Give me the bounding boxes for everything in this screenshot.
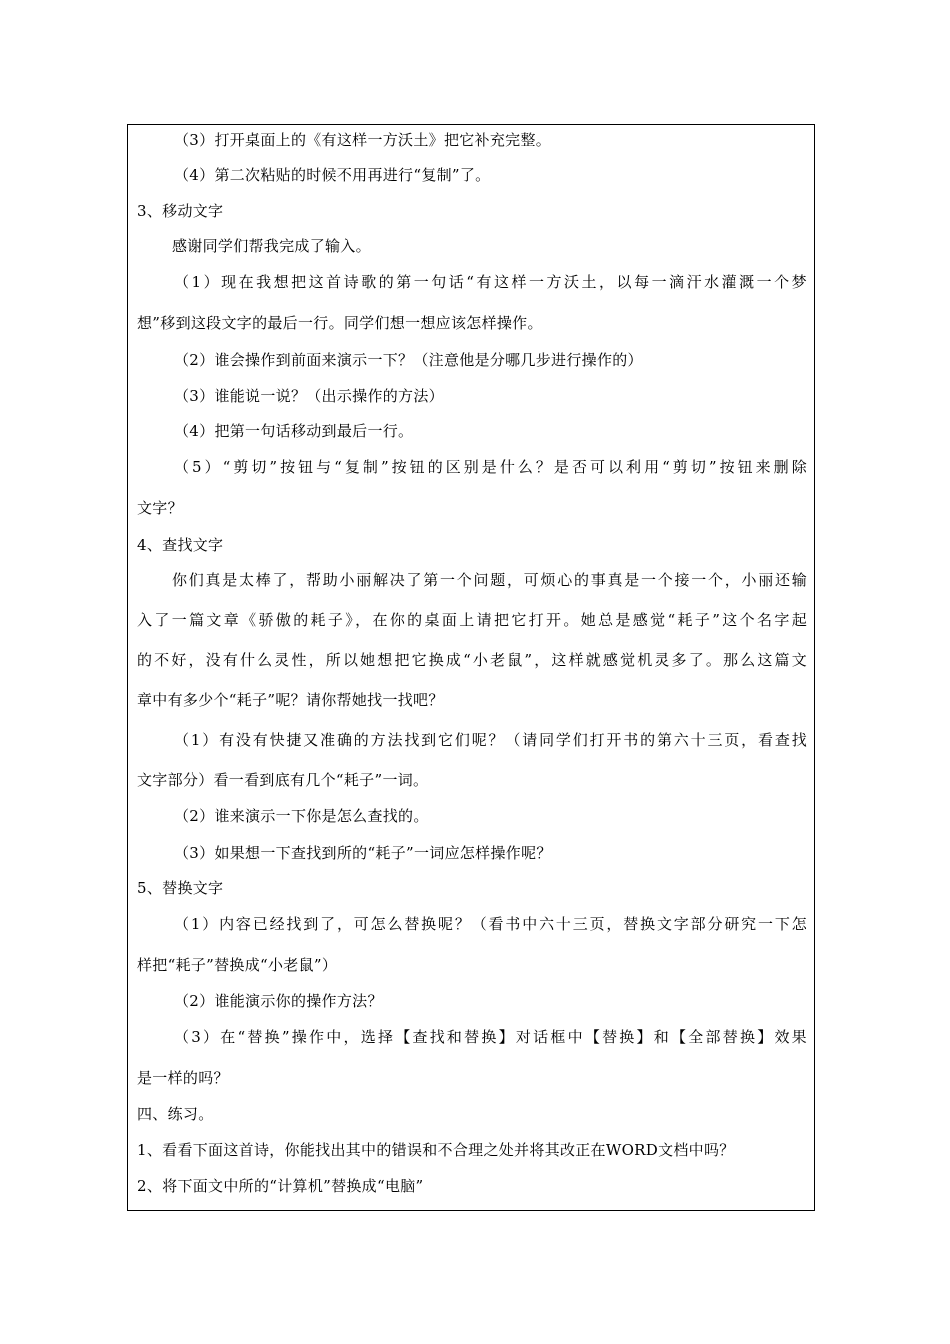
text-line: 文字？ [137, 499, 183, 517]
text-line: 想”移到这段文字的最后一行。同学们想一想应该怎样操作。 [137, 314, 543, 332]
text-line: 感谢同学们帮我完成了输入。 [172, 237, 371, 255]
text-line: （4）第二次粘贴的时候不用再进行“复制”了。 [174, 166, 491, 184]
text-line: （3）在“替换”操作中，选择【查找和替换】对话框中【替换】和【全部替换】效果 [174, 1028, 807, 1046]
text-line: （1）内容已经找到了，可怎么替换呢？（看书中六十三页，替换文字部分研究一下怎 [174, 915, 807, 933]
section-heading-find-text: 4、查找文字 [137, 536, 224, 554]
text-line: （5）“剪切”按钮与“复制”按钮的区别是什么？是否可以利用“剪切”按钮来删除 [174, 458, 807, 476]
section-heading-practice: 四、练习。 [137, 1105, 214, 1123]
text-line: 你们真是太棒了，帮助小丽解决了第一个问题，可烦心的事真是一个接一个，小丽还输 [172, 571, 807, 589]
text-line: 的不好，没有什么灵性，所以她想把它换成“小老鼠”，这样就感觉机灵多了。那么这篇文 [137, 651, 807, 669]
text-line: 入了一篇文章《骄傲的耗子》，在你的桌面上请把它打开。她总是感觉“耗子”这个名字起 [137, 611, 807, 629]
text-line: （2）谁会操作到前面来演示一下？（注意他是分哪几步进行操作的） [174, 351, 643, 369]
exercise-item: 2、将下面文中所的“计算机”替换成“电脑” [137, 1177, 424, 1195]
text-line: （1）有没有快捷又准确的方法找到它们呢？（请同学们打开书的第六十三页，看查找 [174, 731, 807, 749]
section-heading-replace-text: 5、替换文字 [137, 879, 224, 897]
text-line: （3）打开桌面上的《有这样一方沃土》把它补充完整。 [174, 131, 552, 149]
section-heading-move-text: 3、移动文字 [137, 202, 224, 220]
text-line: （1）现在我想把这首诗歌的第一句话“有这样一方沃土，以每一滴汗水灌溉一个梦 [174, 273, 807, 291]
text-line: （4）把第一句话移动到最后一行。 [174, 422, 414, 440]
text-line: （3）谁能说一说？（出示操作的方法） [174, 387, 444, 405]
text-line: （2）谁来演示一下你是怎么查找的。 [174, 807, 429, 825]
text-line: 样把“耗子”替换成“小老鼠”） [137, 956, 338, 974]
text-line: （2）谁能演示你的操作方法？ [174, 992, 383, 1010]
text-line: 文字部分）看一看到底有几个“耗子”一词。 [137, 771, 429, 789]
text-line: 是一样的吗？ [137, 1069, 229, 1087]
exercise-item: 1、看看下面这首诗，你能找出其中的错误和不合理之处并将其改正在WORD文档中吗？ [137, 1141, 735, 1159]
text-line: （3）如果想一下查找到所的“耗子”一词应怎样操作呢？ [174, 844, 552, 862]
text-line: 章中有多少个“耗子”呢？请你帮她找一找吧？ [137, 691, 444, 709]
